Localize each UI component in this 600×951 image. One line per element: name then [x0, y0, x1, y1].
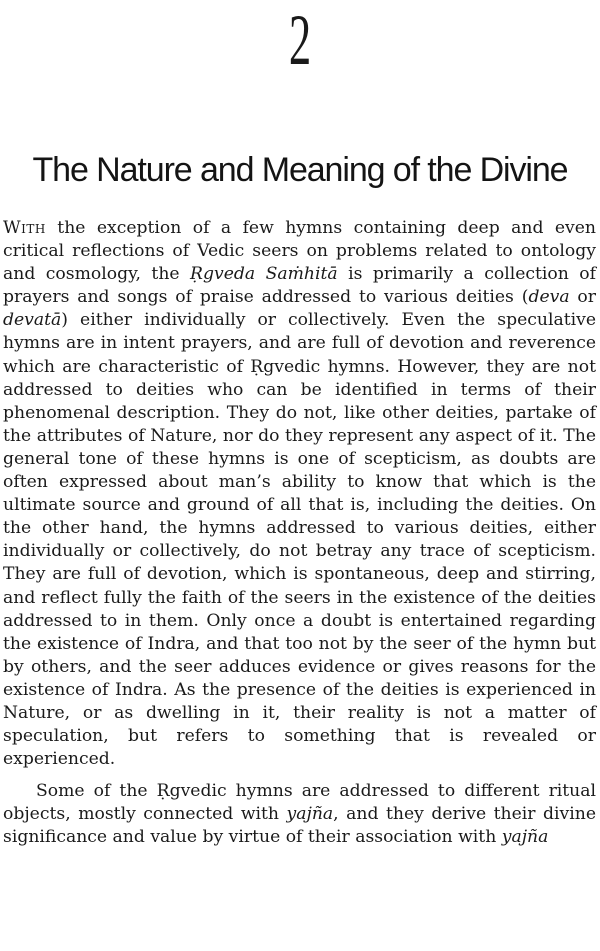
text-segment: Some of the Ṛgvedic hymns are addressed to different ritual objects, mostly connected with — [3, 781, 596, 825]
text-segment: or — [569, 287, 596, 308]
text-segment: ) either individually or collectively. Even the speculative hymns are in intent prayers, and are full of devotion and reverence which are characteristic of Ṛgvedic hymns. However, they are not addressed to deities who can be identified in terms of their phenomenal description. They do not, like other deities, partake of the attributes of Nature, nor do they represent any aspect of it. The general tone of these hymns is one of scepticism, as doubts are often expressed about man’s ability to know that which is the ultimate source and ground of all that is, including the deities. On the other hand, the hymns addressed to various deities, either individually or collectively, do not betray any trace of scepticism. They are full of devotion, which is spontaneous, deep and stirring, and reflect fully the faith of the seers in the existence of the deities addressed to in them. Only once a doubt is entertained regarding the existence of Indra, and that too not by the seer of the hymn but by others, and the seer adduces evidence or gives reasons for the existence of Indra. As the presence of the deities is experienced in Nature, or as dwelling in it, their reality is not a matter of speculation, but refers to something that is revealed or experienced. — [3, 310, 596, 770]
body-text — [3, 217, 596, 850]
text-segment: is primarily a collection of prayers and songs of praise addressed to various deities ( — [3, 264, 597, 308]
text-segment-italic: Ṛgveda Saṁhitā — [190, 264, 338, 285]
paragraph-1 — [3, 217, 596, 771]
text-segment-italic: yajña — [286, 804, 334, 825]
paragraph-2 — [3, 780, 596, 849]
text-segment: the exception of a few hymns containing deep and even critical reflections of Vedic seers on problems related to ontology and cosmology, the — [3, 218, 596, 285]
text-segment: , and they derive their divine significance and value by virtue of their association with — [3, 804, 596, 848]
chapter-title: The Nature and Meaning of the Divine — [32, 151, 568, 189]
text-segment-italic: devatā — [3, 310, 62, 331]
text-segment-italic: yajña — [501, 827, 549, 848]
text-segment: With — [3, 218, 46, 238]
chapter-number: 2 — [288, 0, 312, 80]
text-segment-italic: deva — [528, 287, 570, 308]
